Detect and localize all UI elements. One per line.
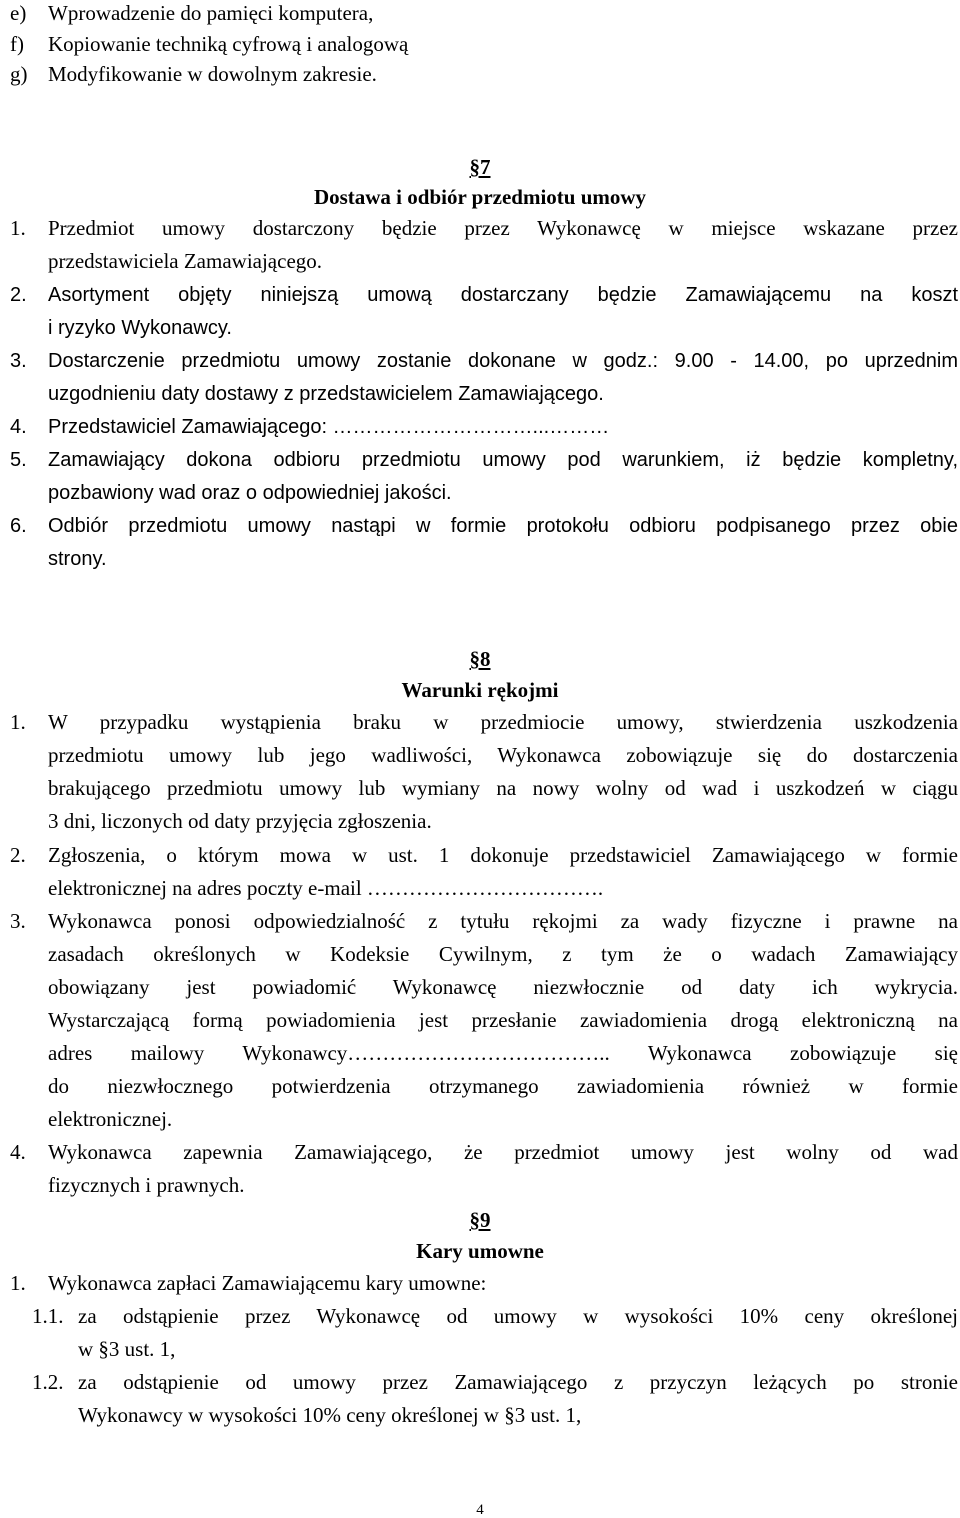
point-line: Wykonawca zapłaci Zamawiającemu kary umowne: bbox=[48, 1271, 487, 1295]
list-marker: e) bbox=[10, 1, 27, 25]
section-number: §9 bbox=[469, 1208, 491, 1232]
point-line: uzgodnieniu daty dostawy z przedstawicielem Zamawiającego. bbox=[48, 383, 604, 405]
subpoint-number: 1.1. bbox=[32, 1304, 64, 1328]
point-line: Wykonawca zapewnia Zamawiającego, że przedmiot umowy jest wolny od wad bbox=[48, 1142, 958, 1164]
subpoint-line: Wykonawcy w wysokości 10% ceny określonej w §3 ust. 1, bbox=[78, 1403, 582, 1427]
list-item-text: Modyfikowanie w dowolnym zakresie. bbox=[48, 62, 377, 86]
section-title: Kary umowne bbox=[416, 1239, 544, 1263]
point-line: zasadach określonych w Kodeksie Cywilnym, z tym że o wadach Zamawiający bbox=[48, 944, 958, 966]
point-line: Odbiór przedmiotu umowy nastąpi w formie protokołu odbioru podpisanego przez obie bbox=[48, 516, 958, 537]
point-number: 1. bbox=[10, 710, 26, 734]
page-number: 4 bbox=[476, 1502, 484, 1518]
point-number: 1. bbox=[10, 216, 26, 240]
point-line: elektronicznej. bbox=[48, 1107, 173, 1131]
point-line: W przypadku wystąpienia braku w przedmiocie umowy, stwierdzenia uszkodzenia bbox=[48, 712, 958, 734]
point-line: pozbawiony wad oraz o odpowiedniej jakości. bbox=[48, 482, 452, 504]
point-line: strony. bbox=[48, 548, 107, 570]
point-line: adres mailowy Wykonawcy……………………………….. Wykonawca zobowiązuje się bbox=[48, 1043, 958, 1065]
point-line: brakującego przedmiotu umowy lub wymiany na nowy wolny od wad i uszkodzeń w ciągu bbox=[48, 778, 958, 800]
point-line: Zgłoszenia, o którym mowa w ust. 1 dokonuje przedstawiciel Zamawiającego w formie bbox=[48, 845, 958, 867]
list-marker: f) bbox=[10, 32, 24, 56]
point-line: Dostarczenie przedmiotu umowy zostanie dokonane w godz.: 9.00 - 14.00, po uprzednim bbox=[48, 351, 958, 372]
point-line: Przedmiot umowy dostarczony będzie przez Wykonawcę w miejsce wskazane przez bbox=[48, 218, 958, 240]
list-marker: g) bbox=[10, 62, 28, 86]
point-number: 6. bbox=[10, 515, 27, 537]
point-line: obowiązany jest powiadomić Wykonawcę niezwłocznie od daty ich wykrycia. bbox=[48, 977, 958, 999]
point-number: 4. bbox=[10, 1140, 26, 1164]
point-line: Wykonawca ponosi odpowiedzialność z tytułu rękojmi za wady fizyczne i prawne na bbox=[48, 911, 958, 933]
point-number: 3. bbox=[10, 350, 27, 372]
point-line: Wystarczającą formą powiadomienia jest przesłanie zawiadomienia drogą elektroniczną na bbox=[48, 1010, 958, 1032]
subpoint-line: w §3 ust. 1, bbox=[78, 1337, 176, 1361]
point-line: przedmiotu umowy lub jego wadliwości, Wykonawca zobowiązuje się do dostarczenia bbox=[48, 745, 958, 767]
point-line: i ryzyko Wykonawcy. bbox=[48, 317, 232, 339]
section-number: §7 bbox=[469, 155, 491, 179]
list-item-text: Wprowadzenie do pamięci komputera, bbox=[48, 1, 374, 25]
point-number: 4. bbox=[10, 416, 27, 438]
point-number: 5. bbox=[10, 449, 27, 471]
point-number: 1. bbox=[10, 1271, 26, 1295]
section-title: Warunki rękojmi bbox=[401, 678, 559, 702]
point-number: 2. bbox=[10, 284, 27, 306]
point-line: Asortyment objęty niniejszą umową dostarczany będzie Zamawiającemu na koszt bbox=[48, 285, 958, 306]
list-item-text: Kopiowanie techniką cyfrową i analogową bbox=[48, 32, 409, 56]
point-line: przedstawiciela Zamawiającego. bbox=[48, 249, 323, 273]
section-title: Dostawa i odbiór przedmiotu umowy bbox=[313, 185, 647, 209]
point-line: Przedstawiciel Zamawiającego: …………………………...……… bbox=[48, 416, 610, 438]
point-line: do niezwłocznego potwierdzenia otrzymanego zawiadomienia również w formie bbox=[48, 1076, 958, 1098]
point-number: 3. bbox=[10, 909, 26, 933]
point-line: elektronicznej na adres poczty e-mail ……………………………. bbox=[48, 876, 604, 900]
point-number: 2. bbox=[10, 843, 26, 867]
section-number: §8 bbox=[469, 647, 491, 671]
subpoint-line: za odstąpienie przez Wykonawcę od umowy w wysokości 10% ceny określonej bbox=[78, 1306, 958, 1328]
point-line: Zamawiający dokona odbioru przedmiotu umowy pod warunkiem, iż będzie kompletny, bbox=[48, 450, 958, 471]
subpoint-number: 1.2. bbox=[32, 1370, 64, 1394]
point-line: fizycznych i prawnych. bbox=[48, 1173, 245, 1197]
point-line: 3 dni, liczonych od daty przyjęcia zgłoszenia. bbox=[48, 809, 432, 833]
subpoint-line: za odstąpienie od umowy przez Zamawiającego z przyczyn leżących po stronie bbox=[78, 1372, 958, 1394]
